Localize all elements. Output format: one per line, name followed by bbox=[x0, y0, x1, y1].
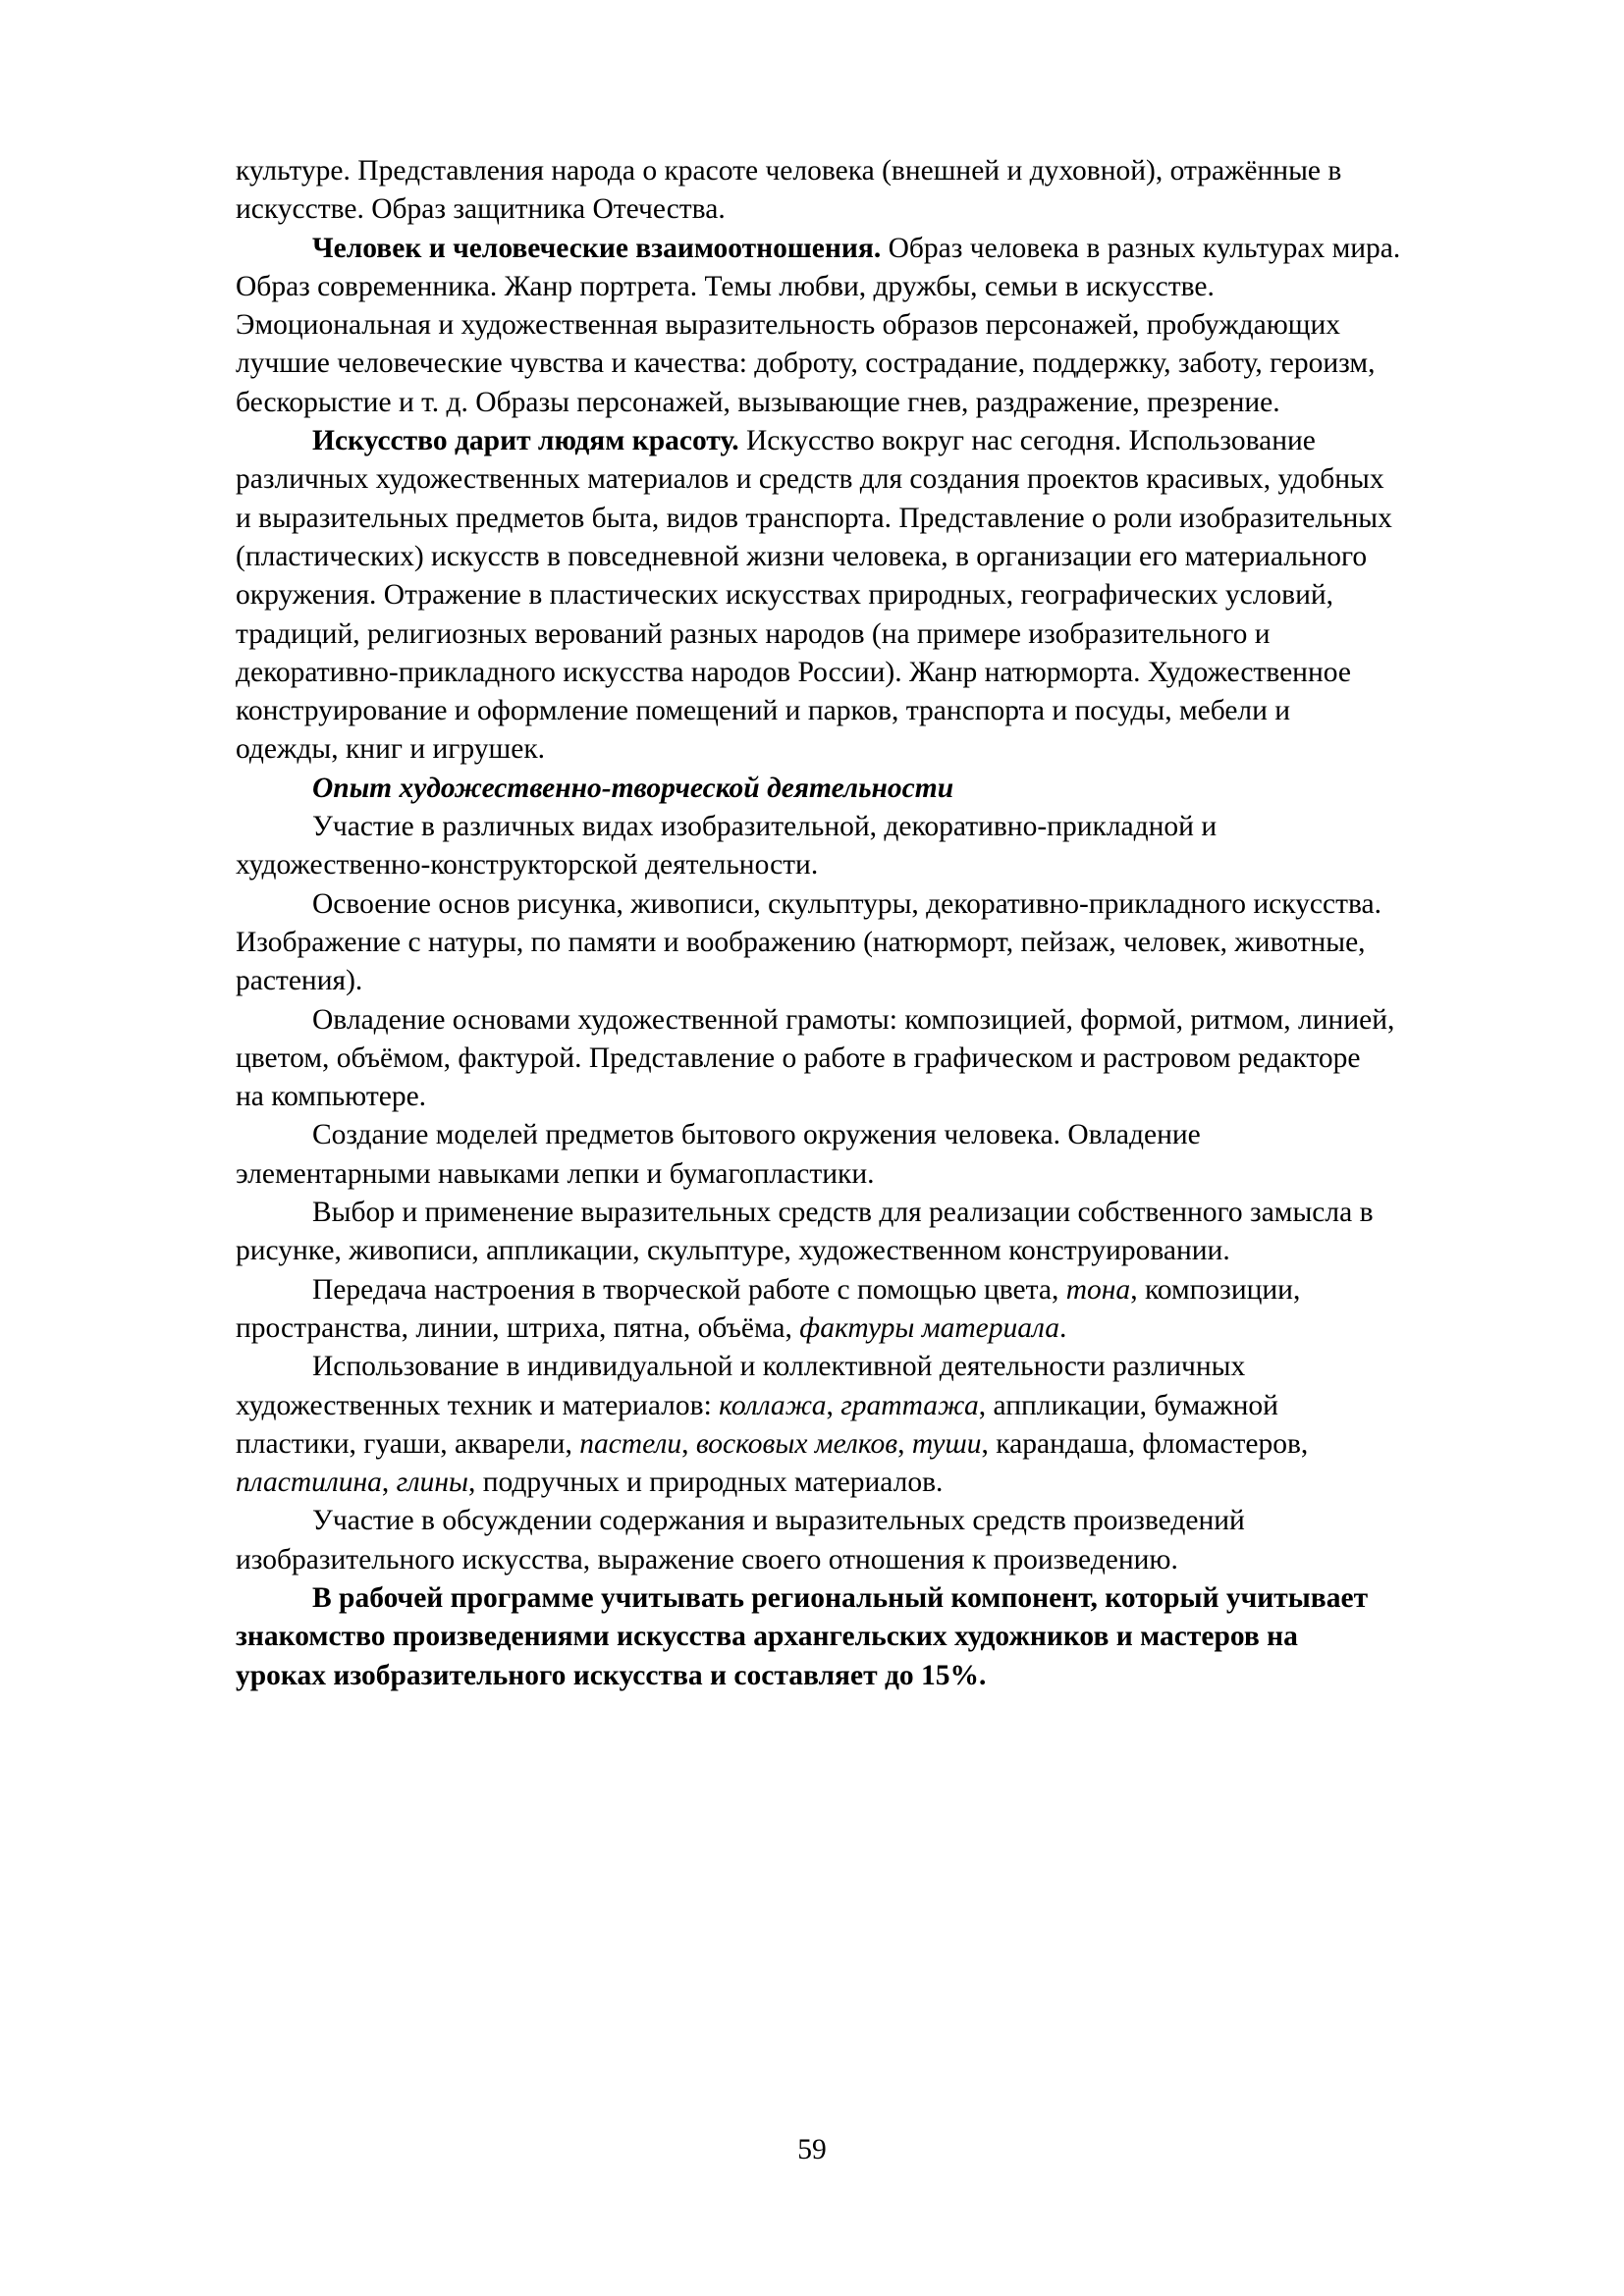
emphasis-text: восковых мелков bbox=[695, 1427, 898, 1460]
body-text-segment: , bbox=[381, 1467, 397, 1499]
text-line bbox=[236, 846, 1571, 884]
body-text-segment: Выбор и применение выразительных средств для реализации собственного замысла в bbox=[312, 1197, 1374, 1229]
body-text-segment: Образ человека в разных культурах мира. bbox=[881, 232, 1401, 264]
body-text-segment: , аппликации, бумажной bbox=[978, 1389, 1278, 1421]
heading-text: знакомство произведениями искусства архангельских художников и мастеров на bbox=[236, 1621, 1298, 1653]
text-line bbox=[236, 538, 1571, 576]
heading-text: Опыт художественно-творческой деятельности bbox=[312, 772, 954, 804]
body-text-segment: , подручных и природных материалов. bbox=[467, 1467, 944, 1499]
text-line bbox=[236, 654, 1571, 692]
text-line bbox=[236, 1618, 1571, 1656]
emphasis-text: пластилина bbox=[236, 1467, 382, 1499]
heading-text: уроках изобразительного искусства и составляет до 15%. bbox=[236, 1659, 987, 1691]
body-text-segment: цветом, объёмом, фактурой. Представление о работе в графическом и растровом редакторе bbox=[236, 1041, 1361, 1074]
body-text-segment: растения). bbox=[236, 965, 363, 997]
text-line bbox=[236, 885, 1571, 924]
page-number: 59 bbox=[797, 2134, 827, 2165]
text-line bbox=[236, 460, 1571, 499]
text-line bbox=[236, 1541, 1571, 1579]
text-line bbox=[236, 1194, 1571, 1232]
text-line bbox=[236, 190, 1571, 229]
text-line bbox=[236, 1464, 1571, 1502]
emphasis-text: граттажа bbox=[840, 1389, 979, 1421]
text-line bbox=[236, 1579, 1571, 1618]
text-line bbox=[236, 345, 1571, 383]
body-text-segment: Образ современника. Жанр портрета. Темы любви, дружбы, семьи в искусстве. bbox=[236, 270, 1215, 302]
body-text-segment: бескорыстие и т. д. Образы персонажей, вызывающие гнев, раздражение, презрение. bbox=[236, 386, 1280, 418]
emphasis-text: глины bbox=[396, 1467, 468, 1499]
body-text-segment: окружения. Отражение в пластических искусствах природных, географических условий, bbox=[236, 579, 1334, 612]
body-text-segment: искусстве. Образ защитника Отечества. bbox=[236, 193, 726, 226]
emphasis-text: фактуры материала bbox=[799, 1311, 1059, 1344]
body-text-segment: Передача настроения в творческой работе с помощью цвета, bbox=[312, 1273, 1066, 1306]
body-text-segment: . bbox=[1058, 1311, 1067, 1344]
heading-text: Человек и человеческие взаимоотношения. bbox=[312, 232, 882, 264]
body-text-segment: и выразительных предметов быта, видов транспорта. Представление о роли изобразительных bbox=[236, 502, 1392, 534]
text-line bbox=[236, 384, 1571, 422]
text-line bbox=[236, 730, 1571, 769]
heading-text: Искусство дарит людям красоту. bbox=[312, 425, 739, 457]
text-line bbox=[236, 692, 1571, 730]
body-text-segment: Использование в индивидуальной и коллективной деятельности различных bbox=[312, 1351, 1246, 1383]
body-text-segment: культуре. Представления народа о красоте человека (внешней и духовной), отражённые в bbox=[236, 155, 1342, 187]
text-line bbox=[236, 1078, 1571, 1116]
body-text-segment: , карандаша, фломастеров, bbox=[981, 1427, 1309, 1460]
body-text-segment: пластики, гуаши, акварели, bbox=[236, 1427, 580, 1460]
text-line bbox=[236, 500, 1571, 538]
text-line bbox=[236, 1271, 1571, 1309]
emphasis-text: пастели bbox=[579, 1427, 682, 1460]
body-text-segment: Участие в обсуждении содержания и выразительных средств произведений bbox=[312, 1505, 1245, 1537]
text-line bbox=[236, 1232, 1571, 1270]
text-line bbox=[236, 1155, 1571, 1194]
text-line bbox=[236, 1040, 1571, 1078]
body-text-segment: Участие в различных видах изобразительной, декоративно-прикладной и bbox=[312, 811, 1218, 843]
text-line bbox=[236, 422, 1571, 460]
body-text-segment: Создание моделей предметов бытового окружения человека. Овладение bbox=[312, 1119, 1201, 1151]
body-text-segment: пространства, линии, штриха, пятна, объёма, bbox=[236, 1311, 800, 1344]
text-line bbox=[236, 576, 1571, 614]
text-line bbox=[236, 306, 1571, 345]
text-line bbox=[236, 230, 1571, 268]
emphasis-text: тона bbox=[1065, 1273, 1131, 1306]
body-text-segment: , bbox=[826, 1389, 841, 1421]
text-line bbox=[236, 1001, 1571, 1040]
body-text-segment: , bbox=[681, 1427, 696, 1460]
body-text-segment: , bbox=[897, 1427, 912, 1460]
text-line bbox=[236, 1116, 1571, 1154]
body-text-segment: художественных техник и материалов: bbox=[236, 1389, 720, 1421]
text-line bbox=[236, 770, 1571, 808]
text-line bbox=[236, 1657, 1571, 1695]
emphasis-text: коллажа bbox=[719, 1389, 827, 1421]
text-line bbox=[236, 615, 1571, 654]
text-line bbox=[236, 1425, 1571, 1464]
body-text-segment: Освоение основ рисунка, живописи, скульптуры, декоративно-прикладного искусства. bbox=[312, 887, 1382, 920]
body-text-segment: на компьютере. bbox=[236, 1081, 427, 1113]
text-line bbox=[236, 962, 1571, 1000]
body-text-segment: изобразительного искусства, выражение своего отношения к произведению. bbox=[236, 1543, 1178, 1575]
text-line bbox=[236, 1348, 1571, 1386]
body-text-segment: , композиции, bbox=[1130, 1273, 1301, 1306]
body-text-segment: одежды, книг и игрушек. bbox=[236, 733, 546, 766]
body-text-segment: лучшие человеческие чувства и качества: доброту, сострадание, поддержку, заботу, героизм, bbox=[236, 347, 1376, 380]
text-line bbox=[236, 1387, 1571, 1425]
body-text bbox=[236, 152, 1571, 1695]
body-text-segment: элементарными навыками лепки и бумагопластики. bbox=[236, 1157, 875, 1190]
text-line bbox=[236, 808, 1571, 846]
text-line bbox=[236, 152, 1571, 190]
body-text-segment: Эмоциональная и художественная выразительность образов персонажей, пробуждающих bbox=[236, 309, 1341, 342]
text-line bbox=[236, 924, 1571, 962]
body-text-segment: конструирование и оформление помещений и парков, транспорта и посуды, мебели и bbox=[236, 695, 1291, 727]
body-text-segment: Искусство вокруг нас сегодня. Использование bbox=[738, 425, 1316, 457]
body-text-segment: различных художественных материалов и средств для создания проектов красивых, удобных bbox=[236, 463, 1384, 496]
body-text-segment: художественно-конструкторской деятельности. bbox=[236, 849, 819, 881]
text-line bbox=[236, 268, 1571, 306]
body-text-segment: декоративно-прикладного искусства народов России). Жанр натюрморта. Художественное bbox=[236, 656, 1351, 688]
body-text-segment: Овладение основами художественной грамоты: композицией, формой, ритмом, линией, bbox=[312, 1003, 1395, 1036]
body-text-segment: рисунке, живописи, аппликации, скульптуре, художественном конструировании. bbox=[236, 1235, 1230, 1267]
body-text-segment: Изображение с натуры, по памяти и воображению (натюрморт, пейзаж, человек, животные, bbox=[236, 926, 1366, 958]
text-line bbox=[236, 1502, 1571, 1540]
heading-text: В рабочей программе учитывать региональный компонент, который учитывает bbox=[312, 1581, 1369, 1614]
body-text-segment: (пластических) искусств в повседневной жизни человека, в организации его материального bbox=[236, 540, 1368, 572]
emphasis-text: туши bbox=[911, 1427, 982, 1460]
body-text-segment: традиций, религиозных верований разных народов (на примере изобразительного и bbox=[236, 617, 1271, 650]
text-line bbox=[236, 1309, 1571, 1348]
